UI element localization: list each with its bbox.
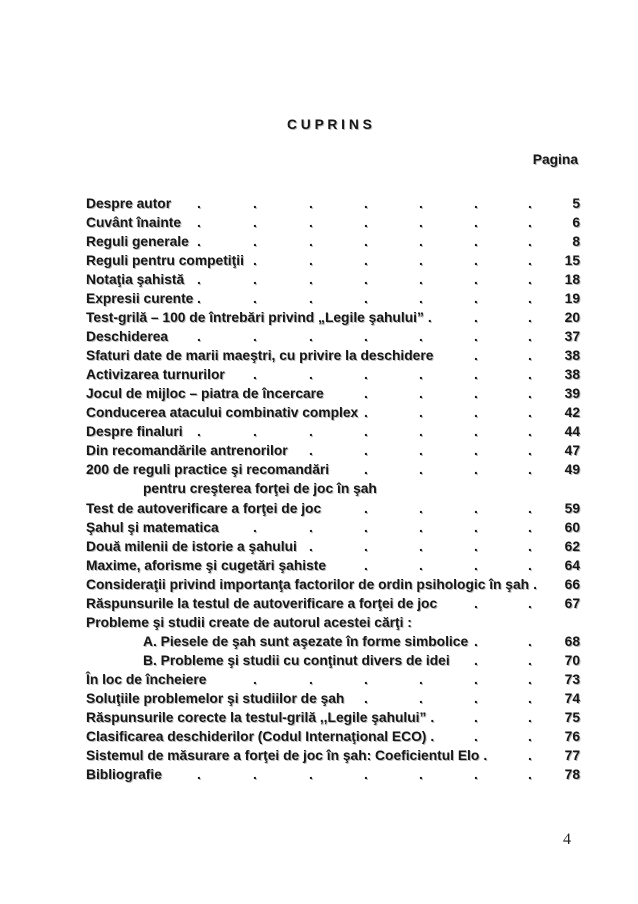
leader-dot: . xyxy=(528,557,532,573)
leader-dot: . xyxy=(419,691,423,707)
toc-subentry-page: 70 xyxy=(564,653,580,668)
leader-dot: . xyxy=(253,424,257,440)
toc-entry-title: Clasificarea deschiderilor (Codul Internaţional ECO) xyxy=(86,729,427,745)
leader-dot: . xyxy=(253,767,257,783)
leader-dot: . xyxy=(474,557,478,573)
leader-dot: . xyxy=(528,195,532,211)
toc-entry xyxy=(86,308,580,327)
toc-entry-title: Test-grilă – 100 de întrebări privind „Legile şahului” xyxy=(86,309,424,325)
leader-dot: . xyxy=(364,195,368,211)
leader-dot: . xyxy=(528,595,532,611)
leader-dot: . xyxy=(309,519,313,535)
leader-dot: . xyxy=(474,519,478,535)
leader-dot: . xyxy=(419,519,423,535)
leader-dot: . xyxy=(364,328,368,344)
toc-entry xyxy=(86,232,580,251)
toc-entry-title: Jocul de mijloc – piatra de încercare xyxy=(86,386,324,402)
leader-dot: . xyxy=(253,328,257,344)
toc-section-heading xyxy=(86,613,580,632)
leader-dot: . xyxy=(474,271,478,287)
leader-dot: . xyxy=(474,462,478,478)
leader-dot: . xyxy=(533,576,537,592)
leader-dot: . xyxy=(364,290,368,306)
leader-dot: . xyxy=(197,214,201,230)
leader-dot: . xyxy=(474,290,478,306)
toc-entry-title: Probleme şi studii create de autorul acestei cărţi : xyxy=(86,614,412,630)
leader-dot: . xyxy=(474,767,478,783)
toc-entry-page: 6 xyxy=(572,214,580,230)
leader-dot: . xyxy=(474,729,478,745)
toc-entry xyxy=(86,251,580,270)
leader-dot: . xyxy=(419,557,423,573)
toc-entry-page: 67 xyxy=(564,595,580,611)
leader-dot: . xyxy=(253,214,257,230)
toc-entry xyxy=(86,213,580,232)
leader-dot: . xyxy=(474,538,478,554)
leader-dot: . xyxy=(309,672,313,688)
leader-dot: . xyxy=(309,252,313,268)
toc-entry xyxy=(86,708,580,727)
leader-dot: . xyxy=(253,519,257,535)
leader-dot: . xyxy=(364,538,368,554)
leader-dot: . xyxy=(419,462,423,478)
toc-entry-page: 60 xyxy=(564,519,580,535)
toc-entry xyxy=(86,460,580,479)
toc-entry-title: Maxime, aforisme şi cugetări şahiste xyxy=(86,557,327,573)
toc-entry-page: 44 xyxy=(564,424,580,440)
leader-dot: . xyxy=(197,195,201,211)
leader-dot: . xyxy=(474,328,478,344)
toc-entry-title: Răspunsurile corecte la testul-grilă ,,Legile şahului” xyxy=(86,710,427,726)
toc-entry-page: 75 xyxy=(564,710,580,726)
toc-entry-title: Consideraţii privind importanţa factorilor de ordin psihologic în şah xyxy=(86,576,530,592)
toc-entry-title: Expresii curente xyxy=(86,290,194,306)
toc-entry-title: Cuvânt înainte xyxy=(86,214,182,230)
toc-entry-title: Notaţia şahistă xyxy=(86,271,185,287)
toc-entry-title: Despre finaluri xyxy=(86,424,183,440)
leader-dot: . xyxy=(364,386,368,402)
leader-dot: . xyxy=(528,233,532,249)
toc-entry-title: Bibliografie xyxy=(86,767,162,783)
leader-dot: . xyxy=(419,500,423,516)
toc-subentry-title: B. Probleme şi studii cu conţinut divers de idei xyxy=(143,653,450,668)
page-number: 4 xyxy=(563,831,571,848)
leader-dot: . xyxy=(253,271,257,287)
toc-entry-page: 42 xyxy=(564,405,580,421)
leader-dot: . xyxy=(528,214,532,230)
toc-entry-title: Despre autor xyxy=(86,195,172,211)
toc-entry xyxy=(86,670,580,689)
toc-entry-continuation-text: pentru creşterea forţei de joc în şah xyxy=(143,481,377,497)
toc-entry xyxy=(86,537,580,556)
toc-entry xyxy=(86,689,580,708)
toc-entry-page: 74 xyxy=(564,691,580,707)
toc-entry xyxy=(86,518,580,537)
toc-entry xyxy=(86,289,580,308)
toc-entry xyxy=(86,746,580,765)
toc-entry-page: 38 xyxy=(564,367,580,383)
toc-entry xyxy=(86,403,580,422)
leader-dot: . xyxy=(364,672,368,688)
toc-entry-title: Test de autoverificare a forţei de joc xyxy=(86,500,322,516)
leader-dot: . xyxy=(528,309,532,325)
toc-entry xyxy=(86,594,580,613)
leader-dot: . xyxy=(419,328,423,344)
leader-dot: . xyxy=(419,405,423,421)
toc-entry-title: Sistemul de măsurare a forţei de joc în şah: Coeficientul Elo xyxy=(86,748,480,764)
toc-entry-page: 66 xyxy=(564,576,580,592)
toc-entry-title: Reguli generale xyxy=(86,233,189,249)
toc-entry-page: 20 xyxy=(564,309,580,325)
toc-entry-page: 64 xyxy=(564,557,580,573)
leader-dot: . xyxy=(309,424,313,440)
leader-dot: . xyxy=(309,367,313,383)
leader-dot: . xyxy=(419,443,423,459)
leader-dot: . xyxy=(528,653,532,668)
toc-entry-page: 62 xyxy=(564,538,580,554)
leader-dot: . xyxy=(419,214,423,230)
toc-entry-title: Din recomandările antrenorilor xyxy=(86,443,288,459)
leader-dot: . xyxy=(197,271,201,287)
leader-dot: . xyxy=(364,252,368,268)
toc-entry-page: 47 xyxy=(564,443,580,459)
toc-entry-page: 19 xyxy=(564,290,580,306)
leader-dot: . xyxy=(419,538,423,554)
toc-entry-page: 59 xyxy=(564,500,580,516)
leader-dot: . xyxy=(528,538,532,554)
leader-dot: . xyxy=(474,424,478,440)
table-of-contents xyxy=(86,194,580,785)
leader-dot: . xyxy=(528,290,532,306)
toc-entry-title: Şahul şi matematica xyxy=(86,519,219,535)
leader-dot: . xyxy=(309,195,313,211)
leader-dot: . xyxy=(528,328,532,344)
toc-entry-page: 15 xyxy=(564,252,580,268)
leader-dot: . xyxy=(364,500,368,516)
leader-dot: . xyxy=(528,691,532,707)
leader-dot: . xyxy=(419,290,423,306)
toc-entry xyxy=(86,384,580,403)
leader-dot: . xyxy=(364,691,368,707)
toc-entry xyxy=(86,765,580,784)
toc-entry-page: 77 xyxy=(564,748,580,764)
leader-dot: . xyxy=(364,767,368,783)
leader-dot: . xyxy=(419,386,423,402)
toc-entry-title: Sfaturi date de marii maeştri, cu privire la deschidere xyxy=(86,348,434,363)
leader-dot: . xyxy=(528,348,532,363)
leader-dot: . xyxy=(474,386,478,402)
toc-entry-page: 5 xyxy=(572,195,580,211)
leader-dot: . xyxy=(474,500,478,516)
leader-dot: . xyxy=(364,214,368,230)
leader-dot: . xyxy=(197,290,201,306)
toc-entry xyxy=(86,346,580,365)
leader-dot: . xyxy=(309,538,313,554)
toc-entry-title: Reguli pentru competiţii xyxy=(86,252,244,268)
leader-dot: . xyxy=(419,195,423,211)
leader-dot: . xyxy=(474,252,478,268)
leader-dot: . xyxy=(309,214,313,230)
leader-dot: . xyxy=(253,672,257,688)
leader-dot: . xyxy=(474,309,478,325)
leader-dot: . xyxy=(474,710,478,726)
leader-dot: . xyxy=(528,271,532,287)
leader-dot: . xyxy=(474,214,478,230)
toc-entry-page: 39 xyxy=(564,386,580,402)
leader-dot: . xyxy=(474,691,478,707)
leader-dot: . xyxy=(197,233,201,249)
toc-entry xyxy=(86,327,580,346)
leader-dot: . xyxy=(528,729,532,745)
toc-entry-title: Soluţiile problemelor şi studiilor de şah xyxy=(86,691,345,707)
leader-dot: . xyxy=(253,195,257,211)
leader-dot: . xyxy=(474,653,478,668)
toc-entry-page: 37 xyxy=(564,328,580,344)
leader-dot: . xyxy=(309,271,313,287)
leader-dot: . xyxy=(253,367,257,383)
leader-dot: . xyxy=(528,405,532,421)
leader-dot: . xyxy=(430,729,435,745)
toc-entry-title: Activizarea turnurilor xyxy=(86,367,225,383)
toc-entry-page: 73 xyxy=(564,672,580,688)
leader-dot: . xyxy=(253,252,257,268)
leader-dot: . xyxy=(309,233,313,249)
leader-dot: . xyxy=(528,767,532,783)
leader-dot: . xyxy=(483,748,488,764)
leader-dot: . xyxy=(528,443,532,459)
leader-dot: . xyxy=(253,233,257,249)
toc-entry-page: 49 xyxy=(564,462,580,478)
toc-subentry-title: A. Piesele de şah sunt aşezate în forme simbolice xyxy=(143,633,469,649)
leader-dot: . xyxy=(364,271,368,287)
leader-dot: . xyxy=(528,519,532,535)
toc-subentry xyxy=(86,651,580,670)
leader-dot: . xyxy=(474,405,478,421)
leader-dot: . xyxy=(309,443,313,459)
toc-entry-page: 8 xyxy=(572,233,580,249)
leader-dot: . xyxy=(528,386,532,402)
toc-entry-page: 78 xyxy=(564,767,580,783)
leader-dot: . xyxy=(419,767,423,783)
leader-dot: . xyxy=(309,767,313,783)
leader-dot: . xyxy=(474,443,478,459)
toc-entry xyxy=(86,575,580,594)
toc-entry-title: Răspunsurile la testul de autoverificare a forţei de joc xyxy=(86,595,438,611)
leader-dot: . xyxy=(197,328,201,344)
leader-dot: . xyxy=(528,252,532,268)
leader-dot: . xyxy=(364,557,368,573)
leader-dot: . xyxy=(364,233,368,249)
toc-entry-page: 76 xyxy=(564,729,580,745)
leader-dot: . xyxy=(528,367,532,383)
leader-dot: . xyxy=(474,348,478,363)
leader-dot: . xyxy=(528,424,532,440)
toc-entry xyxy=(86,194,580,213)
toc-entry-title: 200 de reguli practice şi recomandări xyxy=(86,462,330,478)
leader-dot: . xyxy=(309,290,313,306)
toc-entry xyxy=(86,556,580,575)
toc-entry xyxy=(86,422,580,441)
leader-dot: . xyxy=(474,672,478,688)
toc-entry-page: 38 xyxy=(564,348,580,363)
leader-dot: . xyxy=(253,290,257,306)
toc-entry-title: În loc de încheiere xyxy=(86,672,207,688)
toc-entry xyxy=(86,441,580,460)
leader-dot: . xyxy=(364,367,368,383)
leader-dot: . xyxy=(474,633,478,649)
leader-dot: . xyxy=(427,309,432,325)
leader-dot: . xyxy=(197,424,201,440)
leader-dot: . xyxy=(474,367,478,383)
toc-entry xyxy=(86,365,580,384)
leader-dot: . xyxy=(528,500,532,516)
leader-dot: . xyxy=(528,710,532,726)
leader-dot: . xyxy=(364,443,368,459)
toc-entry-title: Două milenii de istorie a şahului xyxy=(86,538,297,554)
leader-dot: . xyxy=(419,271,423,287)
leader-dot: . xyxy=(364,405,368,421)
toc-entry xyxy=(86,499,580,518)
leader-dot: . xyxy=(528,633,532,649)
leader-dot: . xyxy=(364,424,368,440)
toc-subentry xyxy=(86,632,580,651)
leader-dot: . xyxy=(430,710,435,726)
page-column-header: Pagina xyxy=(532,152,578,167)
leader-dot: . xyxy=(474,595,478,611)
toc-subentry-page: 68 xyxy=(564,633,580,649)
toc-entry-title: Deschiderea xyxy=(86,328,169,344)
toc-entry xyxy=(86,727,580,746)
toc-entry-page: 18 xyxy=(564,271,580,287)
leader-dot: . xyxy=(419,424,423,440)
leader-dot: . xyxy=(309,328,313,344)
contents-title: C U P R I N S xyxy=(287,117,372,132)
leader-dot: . xyxy=(528,462,532,478)
leader-dot: . xyxy=(364,462,368,478)
leader-dot: . xyxy=(528,672,532,688)
toc-entry xyxy=(86,270,580,289)
leader-dot: . xyxy=(419,233,423,249)
leader-dot: . xyxy=(197,767,201,783)
leader-dot: . xyxy=(419,672,423,688)
toc-entry-title: Conducerea atacului combinativ complex xyxy=(86,405,359,421)
toc-entry-continuation xyxy=(86,479,580,498)
leader-dot: . xyxy=(528,748,532,764)
leader-dot: . xyxy=(474,233,478,249)
leader-dot: . xyxy=(474,195,478,211)
leader-dot: . xyxy=(364,519,368,535)
leader-dot: . xyxy=(419,252,423,268)
leader-dot: . xyxy=(419,367,423,383)
